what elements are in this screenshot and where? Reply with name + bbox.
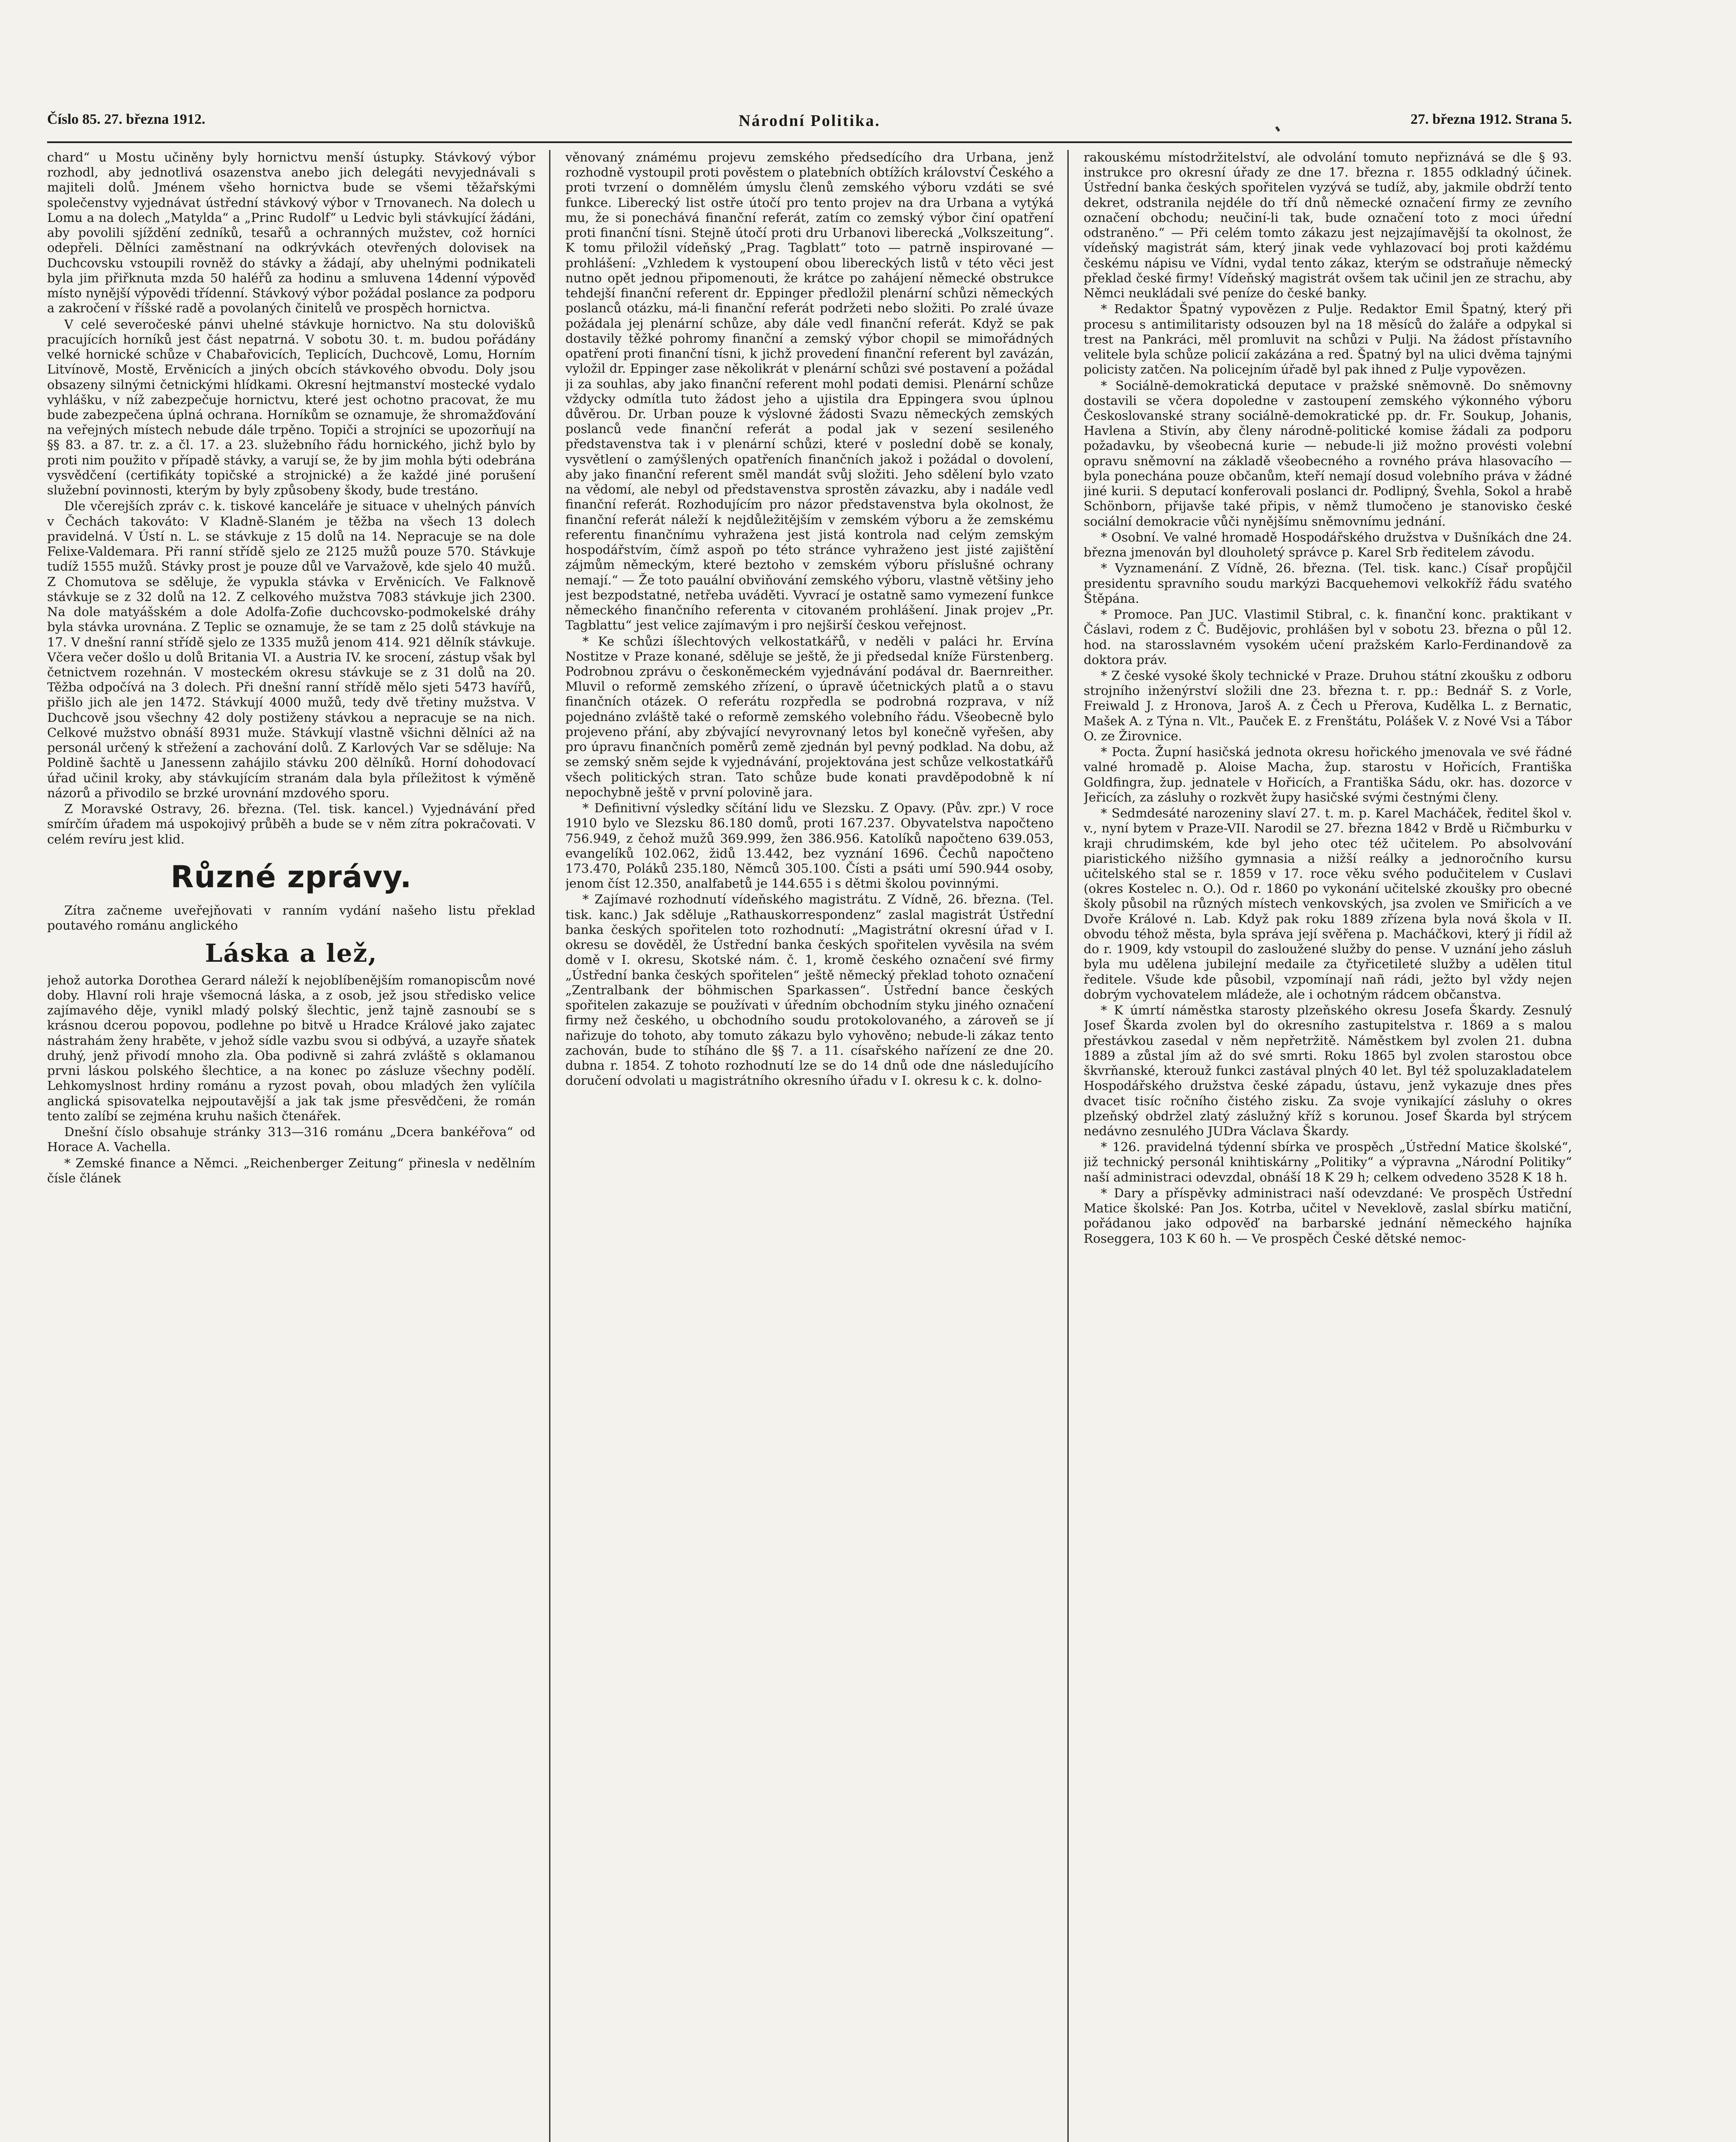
article-paragraph: Z Moravské Ostravy, 26. března. (Tel. tisk. kancel.) Vyjednávání před smírčím úřadem má uspokojivý průběh a bude se v něm zítra pokračovati. V celém revíru jest klid. — [47, 802, 535, 847]
masthead — [47, 111, 1572, 146]
article-paragraph: Dle včerejších zpráv c. k. tiskové kanceláře je situace v uhelných pánvích v Čechách takováto: V Kladně-Slaném je těžba na všech 13 dolech pravidelná. V Ústí n. L. se stávkuje z 15 dolů na 14. Nepracuje se na dole Felixe-Valdemara. Při ranní střídě sjelo ze 2125 mužů pouze 570. Stávkuje tudíž 1555 mužů. Stávky prost je pouze důl ve Varvažově, kde sjelo 40 mužů. Z Chomutova se sděluje, že vypukla stávka v Ervěnicích. Ve Falknově stávkuje se z 32 dolů na 12. Z celkového mužstva 7083 stávkuje jich 2300. Na dole matyášském a dole Adolfa-Zofie duchcovsko-podmokelské dráhy byla stávka urovnána. Z Teplic se oznamuje, že se tam z 25 dolů stávkuje na 17. V dnešní ranní střídě sjelo ze 1335 mužů jenom 414. 921 dělník stávkuje. Včera večer došlo u dolů Britania VI. a Austria IV. ke srocení, zástup však byl četnictvem rozehnán. V mosteckém okresu stávkuje se z 31 dolů na 20. Těžba odpočívá na 3 dolech. Při dnešní ranní střídě mělo sjeti 5473 havířů, přišlo jich ale jen 1472. Stávkují 4000 mužů, tedy dvě třetiny mužstva. V Duchcově jsou všechny 42 doly postiženy stávkou a nepracuje se na nich. Celkové mužstvo obnáší 8931 muže. Stávkují vlastně všichni dělníci až na personál určený k střežení a zachování dolů. Z Karlových Var se sděluje: Na Poldině šachtě u Janessenn zahájilo stávku 200 dělníků. Horní dohodovací úřad učinil kroky, aby stávkujícím stranám dala byla příležitost k výměně názorů a přivodilo se brzké urovnání mzdového sporu. — [47, 499, 535, 800]
article-paragraph: věnovaný známému projevu zemského předsedícího dra Urbana, jenž rozhodně vystoupil proti pověstem o platebních obtížích království Českého a proti tvrzení o domnělém úmyslu členů zemského výboru vzdáti se své funkce. Liberecký list ostře útočí pro tento projev na dra Urbana a vytýká mu, že si ponechává finanční referát, zatím co zemský výbor činí opatření proti finanční tísni. Stejně útočí proti dru Urbanovi liberecká „Volkszeitung“. K tomu přiložil vídeňský „Prag. Tagblatt“ toto — patrně inspirované — prohlášení: „Vzhledem k vystoupení obou libereckých listů v této věci jest nutno opět jednou připomenouti, že krátce po zahájení německé obstrukce tehdejší finanční referent dr. Eppinger předložil plenární schůzi německých poslanců otázku, má-li finanční referát podržeti nebo složiti. Po zralé úvaze požádala jej plenární schůze, aby dále vedl finanční referát. Když se pak dostavily těžké pohromy finanční a zemský výbor chopil se mimořádných opatření proti finanční tísni, k jichž provedení finanční referent byl zavázán, vyložil dr. Eppinger zase několikrát v plenární schůzi své postavení a požádal ji za souhlas, aby jako finanční referent mohl podati demisi. Plenární schůze vždycky odmítla tuto žádost jeho a ujistila dra Eppingera svou úplnou důvěrou. Dr. Urban pouze k výslovné žádosti Svazu německých zemských poslanců vede finanční referát a podal jak v sezení sesileného představenstva tak i v plenární schůzi, které v poslední době se konaly, vysvětlení o zamýšlených opatřeních finančních jakož i požádal o dovolení, aby jako finanční referent směl mandát svůj složiti. Jeho sdělení bylo vzato na vědomí, ale nebyl od představenstva sprostěn závazku, aby i nadále vedl finanční referát. Rozhodujícím pro názor představenstva byla okolnost, že finanční referát náleží k nejdůležitějším v zemském výboru a že zemskému referentu finančnímu vyhražena jest jistá kontrola nad celým zemským hospodářstvím, čímž aspoň po této stránce vyhraženo jest jisté zajištění zájmům německým, které beztoho v zemském výboru příslušné ochrany nemají.“ — Že toto pauální obviňování zemského výboru, vlastně většiny jeho jest bezpodstatné, netřeba uváděti. Vyvrací je ostatně samo vymezení funkce německého finančního referenta v citovaném prohlášení. Jinak projev „Pr. Tagblattu“ jest velice zajímavým i pro nejširší českou veřejnost. — [565, 150, 1054, 633]
page-frame — [47, 86, 1572, 2142]
issue-number: Číslo 85. 27. března 1912. — [47, 111, 206, 127]
article-paragraph: * Z české vysoké školy technické v Praze. Druhou státní zkoušku z odboru strojního inženýrství složili dne 23. března t. r. pp.: Bednář S. z Vorle, Freiwald J. z Hronova, Jaroš A. z Čech u Přerova, Kudělka L. z Bernatic, Mašek A. z Týna n. Vlt., Pauček E. z Frenštátu, Polášek V. z Nové Vsi a Tábor O. ze Žirovnice. — [1084, 668, 1572, 743]
article-paragraph: * Dary a příspěvky administraci naší odevzdané: Ve prospěch Ústřední Matice školské: Pan Jos. Kotrba, učitel v Neveklově, zaslal sbírku matiční, pořádanou jako odpověď na barbarské jednání německého hajníka Roseggera, 103 K 60 h. — Ve prospěch České dětské nemoc- — [1084, 1185, 1572, 1246]
article-paragraph: * Definitivní výsledky sčítání lidu ve Slezsku. Z Opavy. (Pův. zpr.) V roce 1910 bylo ve Slezsku 86.180 domů, proti 167.237. Obyvatelstva napočteno 756.949, z čehož mužů 369.999, žen 386.956. Katolíků napočteno 639.053, evangelíků 102.062, židů 13.442, bez vyznání 1696. Čechů napočteno 173.470, Poláků 235.180, Němců 305.100. Čísti a psáti umí 590.944 osoby, jenom číst 12.350, analfabetů je 144.655 i s dětmi školou povinnými. — [565, 801, 1054, 891]
article-paragraph: * Redaktor Špatný vypovězen z Pulje. Redaktor Emil Špatný, který při procesu s antimilitaristy odsouzen byl na 18 měsíců do žaláře a odpykal si trest na Pankráci, měl promluvit na schůzi v Pulji. Na žádost přístavního velitele byla schůze policií zakázána a red. Špatný byl na ulici dvěma tajnými policisty zatčen. Na policejním úřadě byl pak ihned z Pulje vypovězen. — [1084, 302, 1572, 377]
column-1 — [47, 150, 535, 2142]
article-paragraph: * Promoce. Pan JUC. Vlastimil Stibral, c. k. finanční konc. praktikant v Čáslavi, rodem z Č. Budějovic, prohlášen byl v sobotu 23. března o půl 12. hod. na starosslavném vysokém učení pražském Karlo-Ferdinandově za doktora práv. — [1084, 607, 1572, 667]
header-rule — [47, 141, 1572, 143]
article-paragraph: V celé severočeské pánvi uhelné stávkuje hornictvo. Na stu dolovišků pracujících horníků jest část nepatrná. V sobotu 30. t. m. budou pořádány velké hornické schůze v Chabařovicích, Teplicích, Duchcově, Lomu, Horním Litvínově, Mostě, Ervěnicích a jiných obcích stávkového obvodu. Doly jsou obsazeny silnými četnickými hlídkami. Okresní hejtmanství mostecké vydalo vyhlášku, v níž zabezpečuje hornictvu, které jest ochotno pracovat, že mu bude zabezpečena úplná ochrana. Horníkům se oznamuje, že shromažďování na veřejných místech nebude dále trpěno. Topiči a strojníci se upozorňují na §§ 83. a 87. tr. z. a čl. 17. a 23. služebního řádu hornického, jichž bylo by proti nim použito v případě stávky, a varují se, že by jim mohla býti odebrána vysvědčení (certifikáty topičské a strojnické) a že každé jiné porušení služební povinnosti, kterým by byly způsobeny škody, bude trestáno. — [47, 317, 535, 498]
column-divider — [1067, 150, 1069, 2142]
article-paragraph: * Sedmdesáté narozeniny slaví 27. t. m. p. Karel Macháček, ředitel škol v. v., nyní bytem v Praze-VII. Narodil se 27. března 1842 v Brdě u Ričmburku v kraji chrudimském, kde byl jeho otec též učitelem. Po absolvování piaristického nižšího gymnasia a nižší reálky a jednoročního kursu učitelského stal se r. 1859 v 17. roce věku svého podučitelem v Cuslavi (okres Kostelec n. O.). Od r. 1860 po vykonání učitelské zkoušky pro obecné školy působil na různých místech venkovských, jsa zvolen ve Smiřicích a ve Dvoře Králové n. Lab. Když pak roku 1889 zřízena byla nová škola v II. obvodu téhož města, byla správa její svěřena p. Macháčkovi, který ji řídil až do r. 1909, kdy vstoupil do zasloužené služby do pense. V uznání jeho zásluh byla mu udělena jubilejní medaile za čtyřicetileté služby a udělen titul ředitele. Všude kde působil, vzpomínají nañ rádi, ježto byl vždy nejen dobrým vychovatelem mládeže, ale i ochotným rádcem občanstva. — [1084, 806, 1572, 1002]
article-paragraph: * Zajímavé rozhodnutí vídeňského magistrátu. Z Vídně, 26. března. (Tel. tisk. kanc.) Jak sděluje „Rathauskorrespondenz“ zaslal magistrát Ústřední banka českých spořitelen toto rozhodnutí: „Magistrátní okresní úřad v I. okresu se dověděl, že Ústřední banka českých spořitelen vyvěsila na svém domě v I. okresu, Skotské nám. č. 1, kromě českého označení své firmy „Ústřední banka českých spořitelen“ ještě německý překlad tohoto označení „Zentralbank der böhmischen Sparkassen“. Ústřední bance českých spořitelen zakazuje se používati v úředním obchodním styku jiného označení firmy než českého, u obchodního soudu protokolovaného, a zároveň se jí nařizuje do tohoto, aby tomuto zákazu bylo vyhověno; nebude-li zákaz tento zachován, bude to stíháno dle §§ 7. a 11. císařského nařízení ze dne 20. dubna r. 1854. Z tohoto rozhodnutí lze se do 14 dnů ode dne následujícího doručení odvolati u magistrátního okresního úřadu v I. okresu k c. k. dolno- — [565, 892, 1054, 1088]
article-paragraph: Zítra začneme uveřejňovati v ranním vydání našeho listu překlad poutavého románu anglického — [47, 903, 535, 933]
article-paragraph: * Zemské finance a Němci. „Reichenberger Zeitung“ přinesla v nedělním čísle článek — [47, 1155, 535, 1185]
article-paragraph: rakouskému místodržitelství, ale odvolání tomuto nepřiznává se dle § 93. instrukce pro okresní úřady ze dne 17. března r. 1855 odkladný účinek. Ústřední banka českých spořitelen vyzývá se tudíž, aby, jakmile obdrží tento dekret, odstranila nejdéle do tří dnů německé označení firmy ze zevního označení obchodu; neučiní-li tak, bude označení toto z moci úřední odstraněno.“ — Při celém tomto zákazu jest nejzajímavější ta okolnost, že vídeňský magistrát sám, který jinak vede vyhlazovací boj proti každému českému nápisu ve Vídni, vydal tento zákaz, kterým se odstraňuje německý překlad české firmy! Vídeňský magistrát ovšem tak učinil jen ze strachu, aby Němci neukládali své peníze do české banky. — [1084, 150, 1572, 301]
date-page-number: 27. března 1912. Strana 5. — [1410, 111, 1572, 127]
column-divider — [549, 150, 550, 2142]
newspaper-title: Národní Politika. — [738, 112, 881, 130]
article-paragraph: * Pocta. Župní hasičská jednota okresu hořického jmenovala ve své řádné valné hromadě p. Aloise Macha, žup. starostu v Hořicích, Františka Goldfingra, žup. jednatele v Hořicích, a Františka Sádu, okr. has. dozorce v Jeřicích, za zásluhy o rozkvět župy hasičské svými čestnými členy. — [1084, 745, 1572, 805]
article-paragraph: * Ke schůzi íšlechtových velkostatkářů, v neděli v paláci hr. Ervína Nostitze v Praze konané, sděluje se ještě, že ji předsedal kníže Fürstenberg. Podrobnou zprávu o českoněmeckém vyjednávání podával dr. Baernreither. Mluvil o reformě zemského zřízení, o úpravě účetnických platů a o stavu finančních otázek. O referátu rozpředla se podrobná rozprava, v níž pojednáno zvláště také o reformě zemského volebního řádu. Všeobecně bylo projeveno přání, aby zbývající nevyrovnaný letos byl konečně vyřešen, aby pro úpravu finančních poměrů země zjednán byl pevný podklad. Na dobu, až se zemský sněm sejde k vyjednávání, projektována jest schůze velkostatkářů všech politických stran. Tato schůze bude konati pravděpodobně k ní nepochybně ještě v první polovině jara. — [565, 634, 1054, 799]
novel-title: Láska a lež, — [205, 939, 378, 968]
column-2 — [565, 150, 1054, 2142]
section-heading: Různé zprávy. — [170, 859, 412, 894]
article-paragraph: * Sociálně-demokratická deputace v pražské sněmovně. Do sněmovny dostavili se včera dopoledne v zastoupení zemského výkonného výboru Českoslovanské strany sociálně-demokratické pp. dr. Fr. Soukup, Johanis, Havlena a Stivín, aby členy národně-politické komise žádali za podporu požadavku, by všeobecná kurie — nebude-li již možno provésti volební opravu sněmovní na základě všeobecného a rovného práva hlasovacího — byla ponechána pouze občanům, kteří nemají dosud volebního práva v žádné jiné kurii. S deputací konferovali poslanci dr. Podlipný, Švehla, Sokol a hrabě Schönborn, přijavše také připis, v němž tlumočeno je stanovisko české sociální demokracie vůči nynějšímu sněmovnímu jednání. — [1084, 378, 1572, 529]
article-paragraph: * 126. pravidelná týdenní sbírka ve prospěch „Ústřední Matice školské“, již technický personál knihtiskárny „Politiky“ a výpravna „Národní Politiky“ naší administraci odevzdal, obnáší 18 K 29 h; celkem odvedeno 3528 K 18 h. — [1084, 1140, 1572, 1185]
article-paragraph: * K úmrtí náměstka starosty plzeňského okresu Josefa Škardy. Zesnulý Josef Škarda zvolen byl do okresního zastupitelstva r. 1869 a s malou přestávkou zasedal v něm nepřetržitě. Náměstkem byl zvolen 21. dubna 1889 a zůstal jím až do své smrti. Roku 1865 byl zvolen starostou obce škvrňanské, kterouž funkci zastával plných 40 let. Byl též spoluzakladatelem Hospodářského družstva české západu, ústavu, jenž vykazuje dnes přes dvacet tisíc ročního čistého zisku. Za svoje vynikající zásluhy o okres plzeňský obdržel zlatý záslužný kříž s korunou. Josef Škarda byl strýcem nedávno zesnulého JUDra Václava Škardy. — [1084, 1003, 1572, 1138]
column-3 — [1084, 150, 1572, 2142]
article-paragraph: * Vyznamenání. Z Vídně, 26. března. (Tel. tisk. kanc.) Císař propůjčil presidentu spravního soudu markýzi Bacquehemovi velkokříž řádu svatého Štěpána. — [1084, 561, 1572, 606]
article-paragraph: * Osobní. Ve valné hromadě Hospodářského družstva v Dušníkách dne 24. března jmenován byl dlouholetý správce p. Karel Srb ředitelem závodu. — [1084, 530, 1572, 560]
article-paragraph: Dnešní číslo obsahuje stránky 313—316 románu „Dcera bankéřova“ od Horace A. Vachella. — [47, 1125, 535, 1155]
article-paragraph: jehož autorka Dorothea Gerard náleží k nejoblíbenějším romanopiscům nové doby. Hlavní roli hraje všemocná láska, a z osob, jež jsou středisko velice zajímavého děje, vynikl mladý polský šlechtic, jenž tajně zasnoubí se s krásnou dcerou popovou, podlehne po bitvě u Hradce Králové jako zajatec nástrahám ženy hraběte, v jehož sídle vazbu svou si odbývá, a uzayře sňatek druhý, jenž přivodí mnoho zla. Oba podivně si zahrá zvláště s oklamanou prvni láskou polského šlechtice, a na konec po zásluze všechny podělí. Lehkomyslnost hrdiny románu a ryzost povah, obou mladých žen vylíčila anglická spisovatelka nejpoutavější a jak tak jsme přesvědčeni, že román tento zalíbí se zejména kruhu našich čtenářek. — [47, 972, 535, 1123]
article-paragraph: chard“ u Mostu učiněny byly hornictvu menší ústupky. Stávkový výbor rozhodl, aby jednotlivá osazenstva anebo jich delegáti nevyjednávali s majiteli dolů. Jménem všeho hornictva bude se všemi těžařskými společenstvy vyjednávat ústřední stávkový výbor v Trnovanech. Na dolech u Lomu a na dolech „Matylda“ a „Princ Rudolf“ u Ledvic byli stávkující žádáni, aby povolili sjíždění zedníků, tesařů a ochranných mužstev, což horníci odepřeli. Dělníci zaměstnaní na odkrývkách otevřených dolovisek na Duchcovsku vstoupili rovněž do stávky a žádají, aby uhelnými podnikateli byla jim přiřknuta mzda 50 haléřů za hodinu a smluvena 14denní výpověď místo nynější výpovědi třídenní. Stávkový výbor požádal poslance za podporu a zakročení v říšské radě a povolaných činitelů ve prospěch hornictva. — [47, 150, 535, 316]
